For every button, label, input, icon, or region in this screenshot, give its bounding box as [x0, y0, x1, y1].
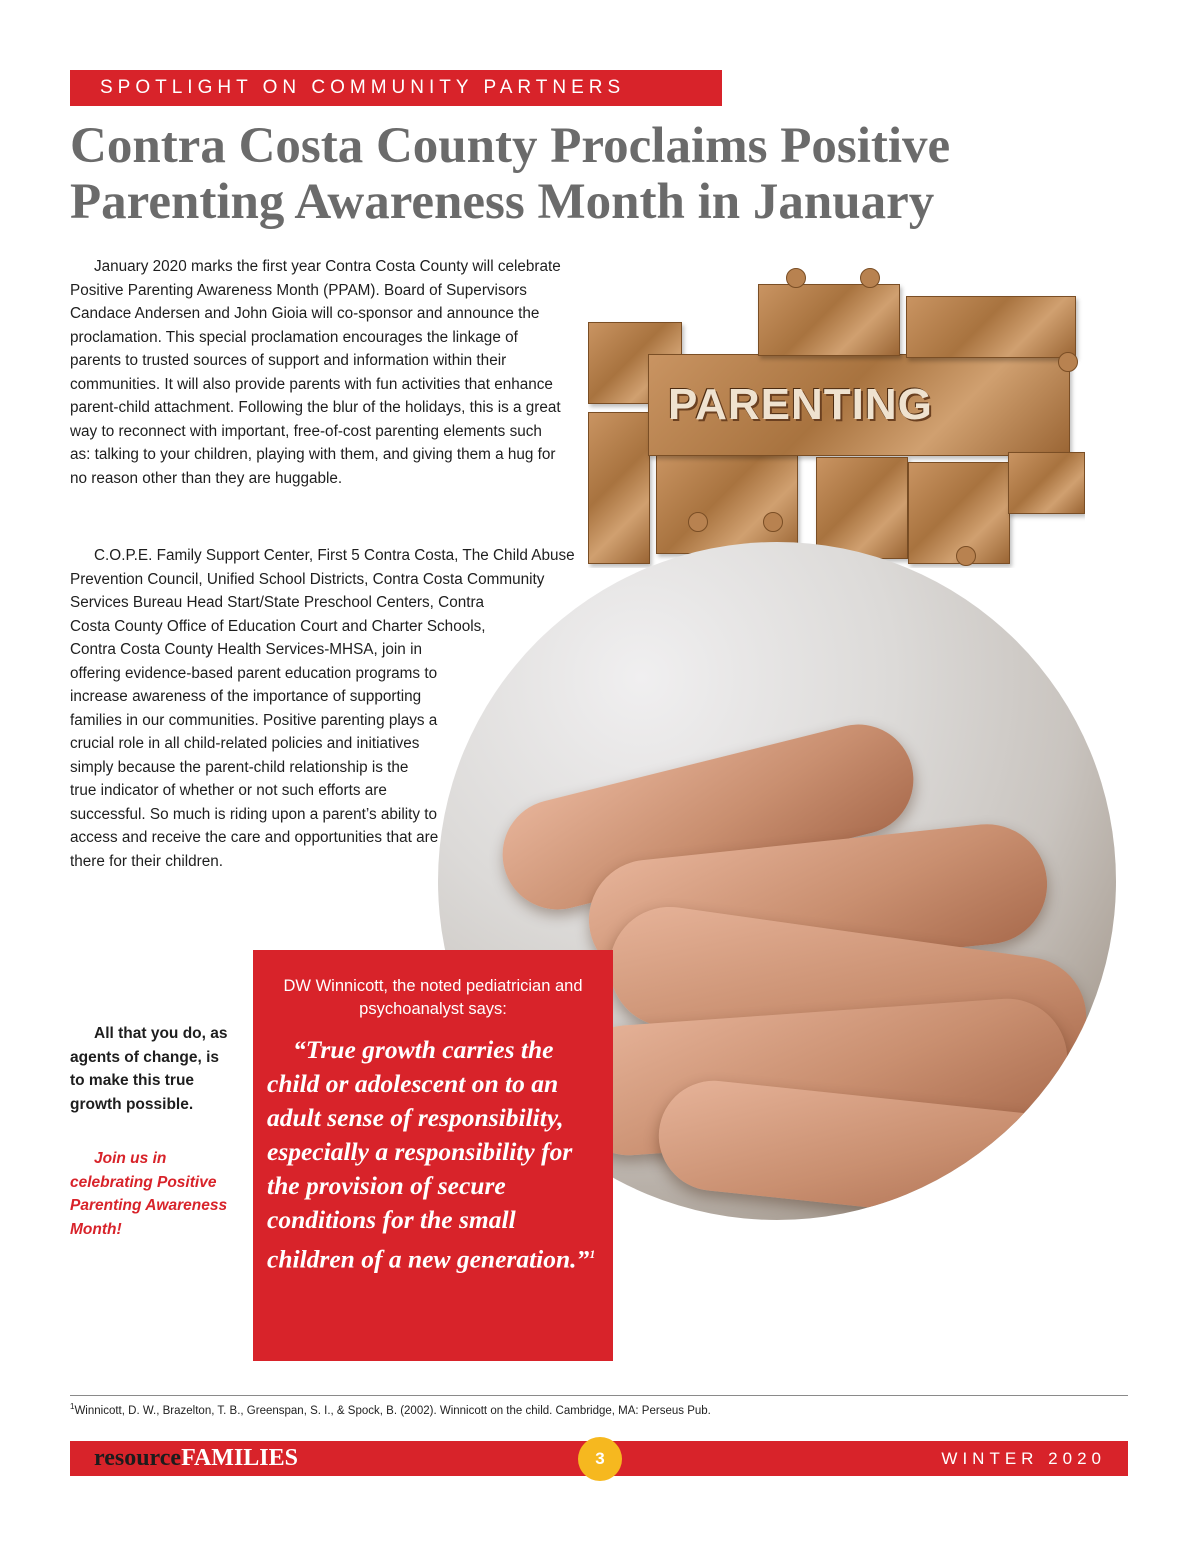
page-number-badge: 3 [578, 1437, 622, 1481]
puzzle-knob [763, 512, 783, 532]
puzzle-knob [688, 512, 708, 532]
puzzle-knob [956, 546, 976, 566]
section-kicker-banner [70, 70, 722, 106]
puzzle-piece [758, 284, 900, 356]
quote-text [267, 1033, 599, 1277]
headline-line-1: Contra Costa County Proclaims Positive [70, 118, 951, 174]
puzzle-knob [1058, 352, 1078, 372]
quote-body: “True growth carries the child or adolescent on to an adult sense of responsibility, especially a responsibility for the provision of secure conditions for the small children of a new generation.” [267, 1035, 590, 1274]
puzzle-piece [816, 457, 908, 559]
publication-brand [94, 1441, 298, 1476]
puzzle-knob [860, 268, 880, 288]
parenting-puzzle-image [588, 262, 1085, 568]
brand-part-families: FAMILIES [181, 1445, 298, 1471]
puzzle-knob [786, 268, 806, 288]
quote-intro: DW Winnicott, the noted pediatrician and psychoanalyst says: [283, 977, 583, 1018]
footnote-marker: 1 [70, 1402, 75, 1411]
page-footer [70, 1441, 1128, 1476]
puzzle-piece [906, 296, 1076, 358]
puzzle-piece [656, 452, 798, 554]
parenting-word: PARENTING [668, 380, 933, 429]
page-headline [70, 118, 1130, 230]
call-to-action: Join us in celebrating Positive Parenting Awareness Month! [70, 1150, 228, 1238]
article-paragraph-2: C.O.P.E. Family Support Center, First 5 Contra Costa, The Child Abuse Prevention Council, Unified School Districts, Contra Costa Community Services Bureau Head Start/State Preschool Centers, Contra Costa County Office of Education Court and Charter Schools, Contra Costa County Health Services-MHSA, join in offering evidence-based parent education programs to increase awareness of the importance of supporting families in our communities. Positive parenting plays a crucial role in all child-related policies and initiatives simply because the parent-child relationship is the true indicator of whether or not such efforts are successful. So much is riding upon a parent’s ability to access and receive the care and opportunities that are there for their children. [70, 547, 575, 870]
quote-footnote-marker: 1 [589, 1247, 596, 1261]
headline-line-2: Parenting Awareness Month in January [70, 174, 935, 230]
footnote [70, 1402, 711, 1417]
footnote-text: Winnicott, D. W., Brazelton, T. B., Greenspan, S. I., & Spock, B. (2002). Winnicott on the child. Cambridge, MA: Perseus Pub. [74, 1404, 711, 1417]
issue-label: WINTER 2020 [941, 1449, 1106, 1468]
article-paragraph-1: January 2020 marks the first year Contra Costa County will celebrate Positive Parenting Awareness Month (PPAM). Board of Supervisors Candace Andersen and John Gioia will co-sponsor and announce the proclamation. This special proclamation encourages the linkage of parents to trusted sources of support and information within their communities. It will also provide parents with fun activities that enhance parent-child attachment. Following the blur of the holidays, this is a great way to reconnect with important, free-of-cost parenting elements such as: talking to your children, playing with them, and giving them a hug for no reason other than they are huggable. [70, 258, 561, 487]
puzzle-piece [588, 412, 650, 564]
section-kicker-text: SPOTLIGHT ON COMMUNITY PARTNERS [100, 77, 626, 98]
footnote-divider [70, 1395, 1128, 1396]
brand-part-resource: resource [94, 1445, 182, 1471]
puzzle-piece [1008, 452, 1085, 514]
bold-statement: All that you do, as agents of change, is to make this true growth possible. [70, 1025, 228, 1113]
winnicott-quote-box [253, 950, 613, 1361]
